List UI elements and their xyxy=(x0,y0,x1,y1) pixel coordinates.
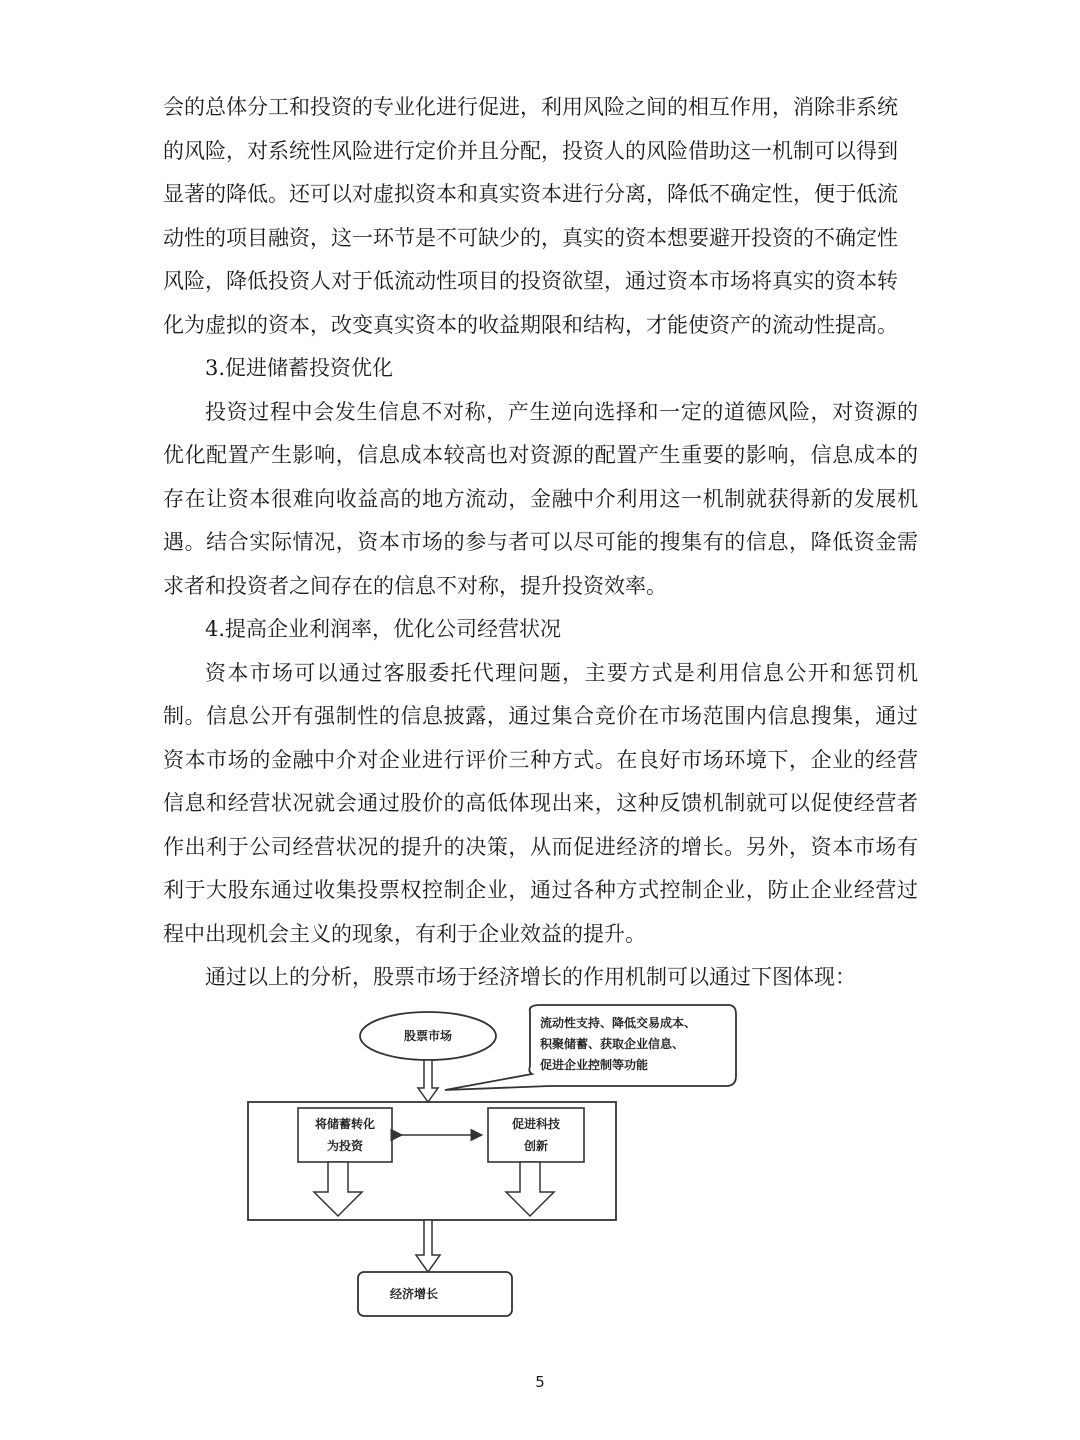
paragraph-corporate-profit: 资本市场可以通过客服委托代理问题，主要方式是利用信息公开和惩罚机制。信息公开有强制性的信息披露，通过集合竞价在市场范围内信息搜集，通过资本市场的金融中介对企业进行评价三种方式。在良好市场环境下，企业的经营信息和经营状况就会通过股价的高低体现出来，这种反馈机制就可以促使经营者作出利于公司经营状况的提升的决策，从而促进经济的增长。另外，资本市场有利于大股东通过收集投票权控制企业，通过各种方式控制企业，防止企业经营过程中出现机会主义的现象，有利于企业效益的提升。 xyxy=(163,660,918,946)
mechanism-flowchart xyxy=(240,1000,740,1330)
section-heading-4: 4.提高企业利润率，优化公司经营状况 xyxy=(205,617,562,641)
savings-label-line: 为投资 xyxy=(326,1139,364,1153)
text-line: 的风险，对系统性风险进行定价并且分配，投资人的风险借助这一机制可以得到 xyxy=(163,138,898,163)
stock-market-label: 股票市场 xyxy=(403,1029,453,1043)
savings-down-arrow xyxy=(314,1162,362,1216)
paragraph-savings-investment: 投资过程中会发生信息不对称，产生逆向选择和一定的道德风险，对资源的优化配置产生影响，信息成本较高也对资源的配置产生重要的影响，信息成本的存在让资本很难向收益高的地方流动，金融中介利用这一机制就获得新的发展机遇。结合实际情况，资本市场的参与者可以尽可能的搜集有的信息，降低资金需求者和投资者之间存在的信息不对称，提升投资效率。 xyxy=(163,399,918,598)
text-line: 化为虚拟的资本，改变真实资本的收益期限和结构，才能使资产的流动性提高。 xyxy=(163,312,898,337)
down-arrow-to-growth xyxy=(416,1220,440,1272)
callout-line: 流动性支持、降低交易成本、 xyxy=(540,1016,697,1030)
text-line: 风险，降低投资人对于低流动性项目的投资欲望，通过资本市场将真实的资本转 xyxy=(163,269,898,293)
economic-growth-label: 经济增长 xyxy=(390,1287,439,1301)
text-line: 动性的项目融资，这一环节是不可缺少的，真实的资本想要避开投资的不确定性 xyxy=(163,225,898,250)
savings-label-line: 将储蓄转化 xyxy=(314,1117,376,1131)
tech-label-line: 促进科技 xyxy=(511,1117,561,1131)
paragraph-diagram-intro: 通过以上的分析，股票市场于经济增长的作用机制可以通过下图体现： xyxy=(205,965,856,989)
text-line: 会的总体分工和投资的专业化进行促进，利用风险之间的相互作用，消除非系统 xyxy=(163,95,898,119)
paragraph-risk-continuation xyxy=(163,86,918,347)
tech-label-line: 创新 xyxy=(523,1139,549,1153)
page-number: 5 xyxy=(535,1373,545,1391)
down-arrow-to-mechanism xyxy=(418,1060,438,1102)
section-heading-3: 3.促进储蓄投资优化 xyxy=(205,356,394,380)
flowchart-svg xyxy=(240,1000,740,1330)
callout-line: 积聚储蓄、获取企业信息、 xyxy=(540,1037,685,1051)
body-text xyxy=(163,86,918,1000)
tech-down-arrow xyxy=(506,1162,554,1216)
callout-line: 促进企业控制等功能 xyxy=(540,1058,649,1072)
text-line: 显著的降低。还可以对虚拟资本和真实资本进行分离，降低不确定性，便于低流 xyxy=(163,182,898,206)
